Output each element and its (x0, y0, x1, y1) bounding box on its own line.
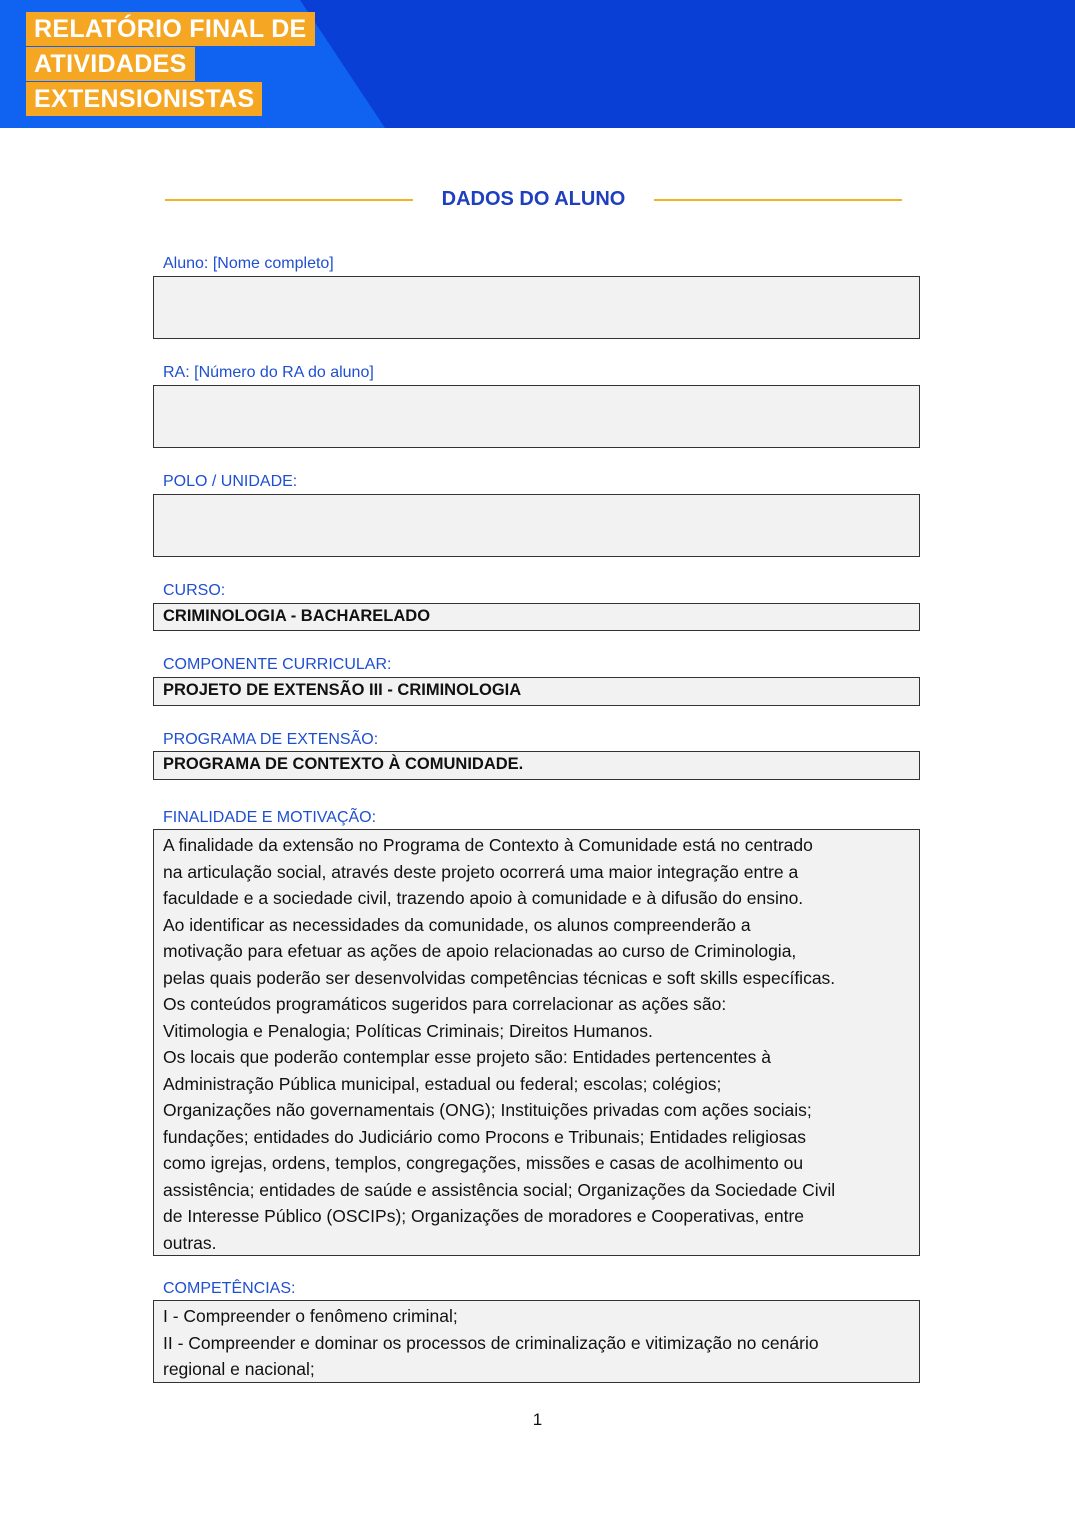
aluno-field[interactable] (153, 276, 920, 339)
polo-value (154, 495, 919, 497)
competencias-line: regional e nacional; (163, 1359, 315, 1379)
finalidade-line: motivação para efetuar as ações de apoio relacionadas ao curso de Criminologia, (163, 941, 797, 961)
ra-value (154, 386, 919, 388)
aluno-label: Aluno: [Nome completo] (163, 255, 334, 272)
polo-field[interactable] (153, 494, 920, 557)
report-title-line-1: RELATÓRIO FINAL DE (26, 12, 315, 46)
finalidade-line: outras. (163, 1232, 217, 1253)
curso-label: CURSO: (163, 582, 226, 599)
page-number: 1 (532, 1410, 543, 1429)
finalidade-line: assistência; entidades de saúde e assistência social; Organizações da Sociedade Civil (163, 1179, 836, 1200)
finalidade-line: como igrejas, ordens, templos, congregações, missões e casas de acolhimento ou (163, 1153, 804, 1173)
finalidade-line: na articulação social, através deste projeto ocorrerá uma maior integração entre a (163, 861, 799, 882)
section-title: DADOS DO ALUNO (441, 188, 626, 210)
competencias-line: I - Compreender o fenômeno criminal; (163, 1306, 458, 1326)
finalidade-text (154, 830, 919, 1256)
finalidade-line: faculdade e a sociedade civil, trazendo apoio à comunidade e à difusão do ensino. (163, 888, 804, 908)
competencias-line: II - Compreender e dominar os processos de criminalização e vitimização no cenário (163, 1332, 819, 1353)
heading-rule-right (654, 199, 902, 201)
aluno-value (154, 277, 919, 279)
competencias-field (153, 1300, 920, 1383)
competencias-text (154, 1301, 919, 1383)
finalidade-label: FINALIDADE E MOTIVAÇÃO: (163, 809, 377, 826)
competencias-label: COMPETÊNCIAS: (163, 1280, 296, 1297)
finalidade-line: Administração Pública municipal, estadual ou federal; escolas; colégios; (163, 1073, 722, 1094)
heading-rule-left (165, 199, 413, 201)
finalidade-line: A finalidade da extensão no Programa de Contexto à Comunidade está no centrado (163, 835, 813, 855)
finalidade-field (153, 829, 920, 1256)
componente-value: PROJETO DE EXTENSÃO III - CRIMINOLOGIA (163, 681, 522, 699)
section-heading (165, 183, 902, 215)
finalidade-line: Os conteúdos programáticos sugeridos para correlacionar as ações são: (163, 994, 727, 1014)
finalidade-line: Ao identificar as necessidades da comunidade, os alunos compreenderão a (163, 914, 751, 935)
ra-field[interactable] (153, 385, 920, 448)
finalidade-line: de Interesse Público (OSCIPs); Organizações de moradores e Cooperativas, entre (163, 1206, 805, 1226)
curso-field (153, 603, 920, 631)
curso-value: CRIMINOLOGIA - BACHARELADO (163, 607, 431, 625)
ra-label: RA: [Número do RA do aluno] (163, 364, 374, 381)
finalidade-line: Os locais que poderão contemplar esse projeto são: Entidades pertencentes à (163, 1047, 772, 1067)
report-title-line-2: ATIVIDADES (26, 47, 195, 81)
report-header-banner (0, 0, 1075, 128)
programa-value: PROGRAMA DE CONTEXTO À COMUNIDADE. (163, 755, 524, 773)
programa-field (153, 751, 920, 780)
polo-label: POLO / UNIDADE: (163, 473, 298, 490)
finalidade-line: Vitimologia e Penalogia; Políticas Criminais; Direitos Humanos. (163, 1020, 653, 1041)
componente-label: COMPONENTE CURRICULAR: (163, 656, 392, 673)
programa-label: PROGRAMA DE EXTENSÃO: (163, 731, 379, 748)
finalidade-line: pelas quais poderão ser desenvolvidas competências técnicas e soft skills específicas. (163, 967, 836, 988)
finalidade-line: fundações; entidades do Judiciário como Procons e Tribunais; Entidades religiosas (163, 1126, 807, 1147)
finalidade-line: Organizações não governamentais (ONG); Instituições privadas com ações sociais; (163, 1100, 812, 1120)
componente-field (153, 677, 920, 706)
report-title-line-3: EXTENSIONISTAS (26, 82, 262, 116)
